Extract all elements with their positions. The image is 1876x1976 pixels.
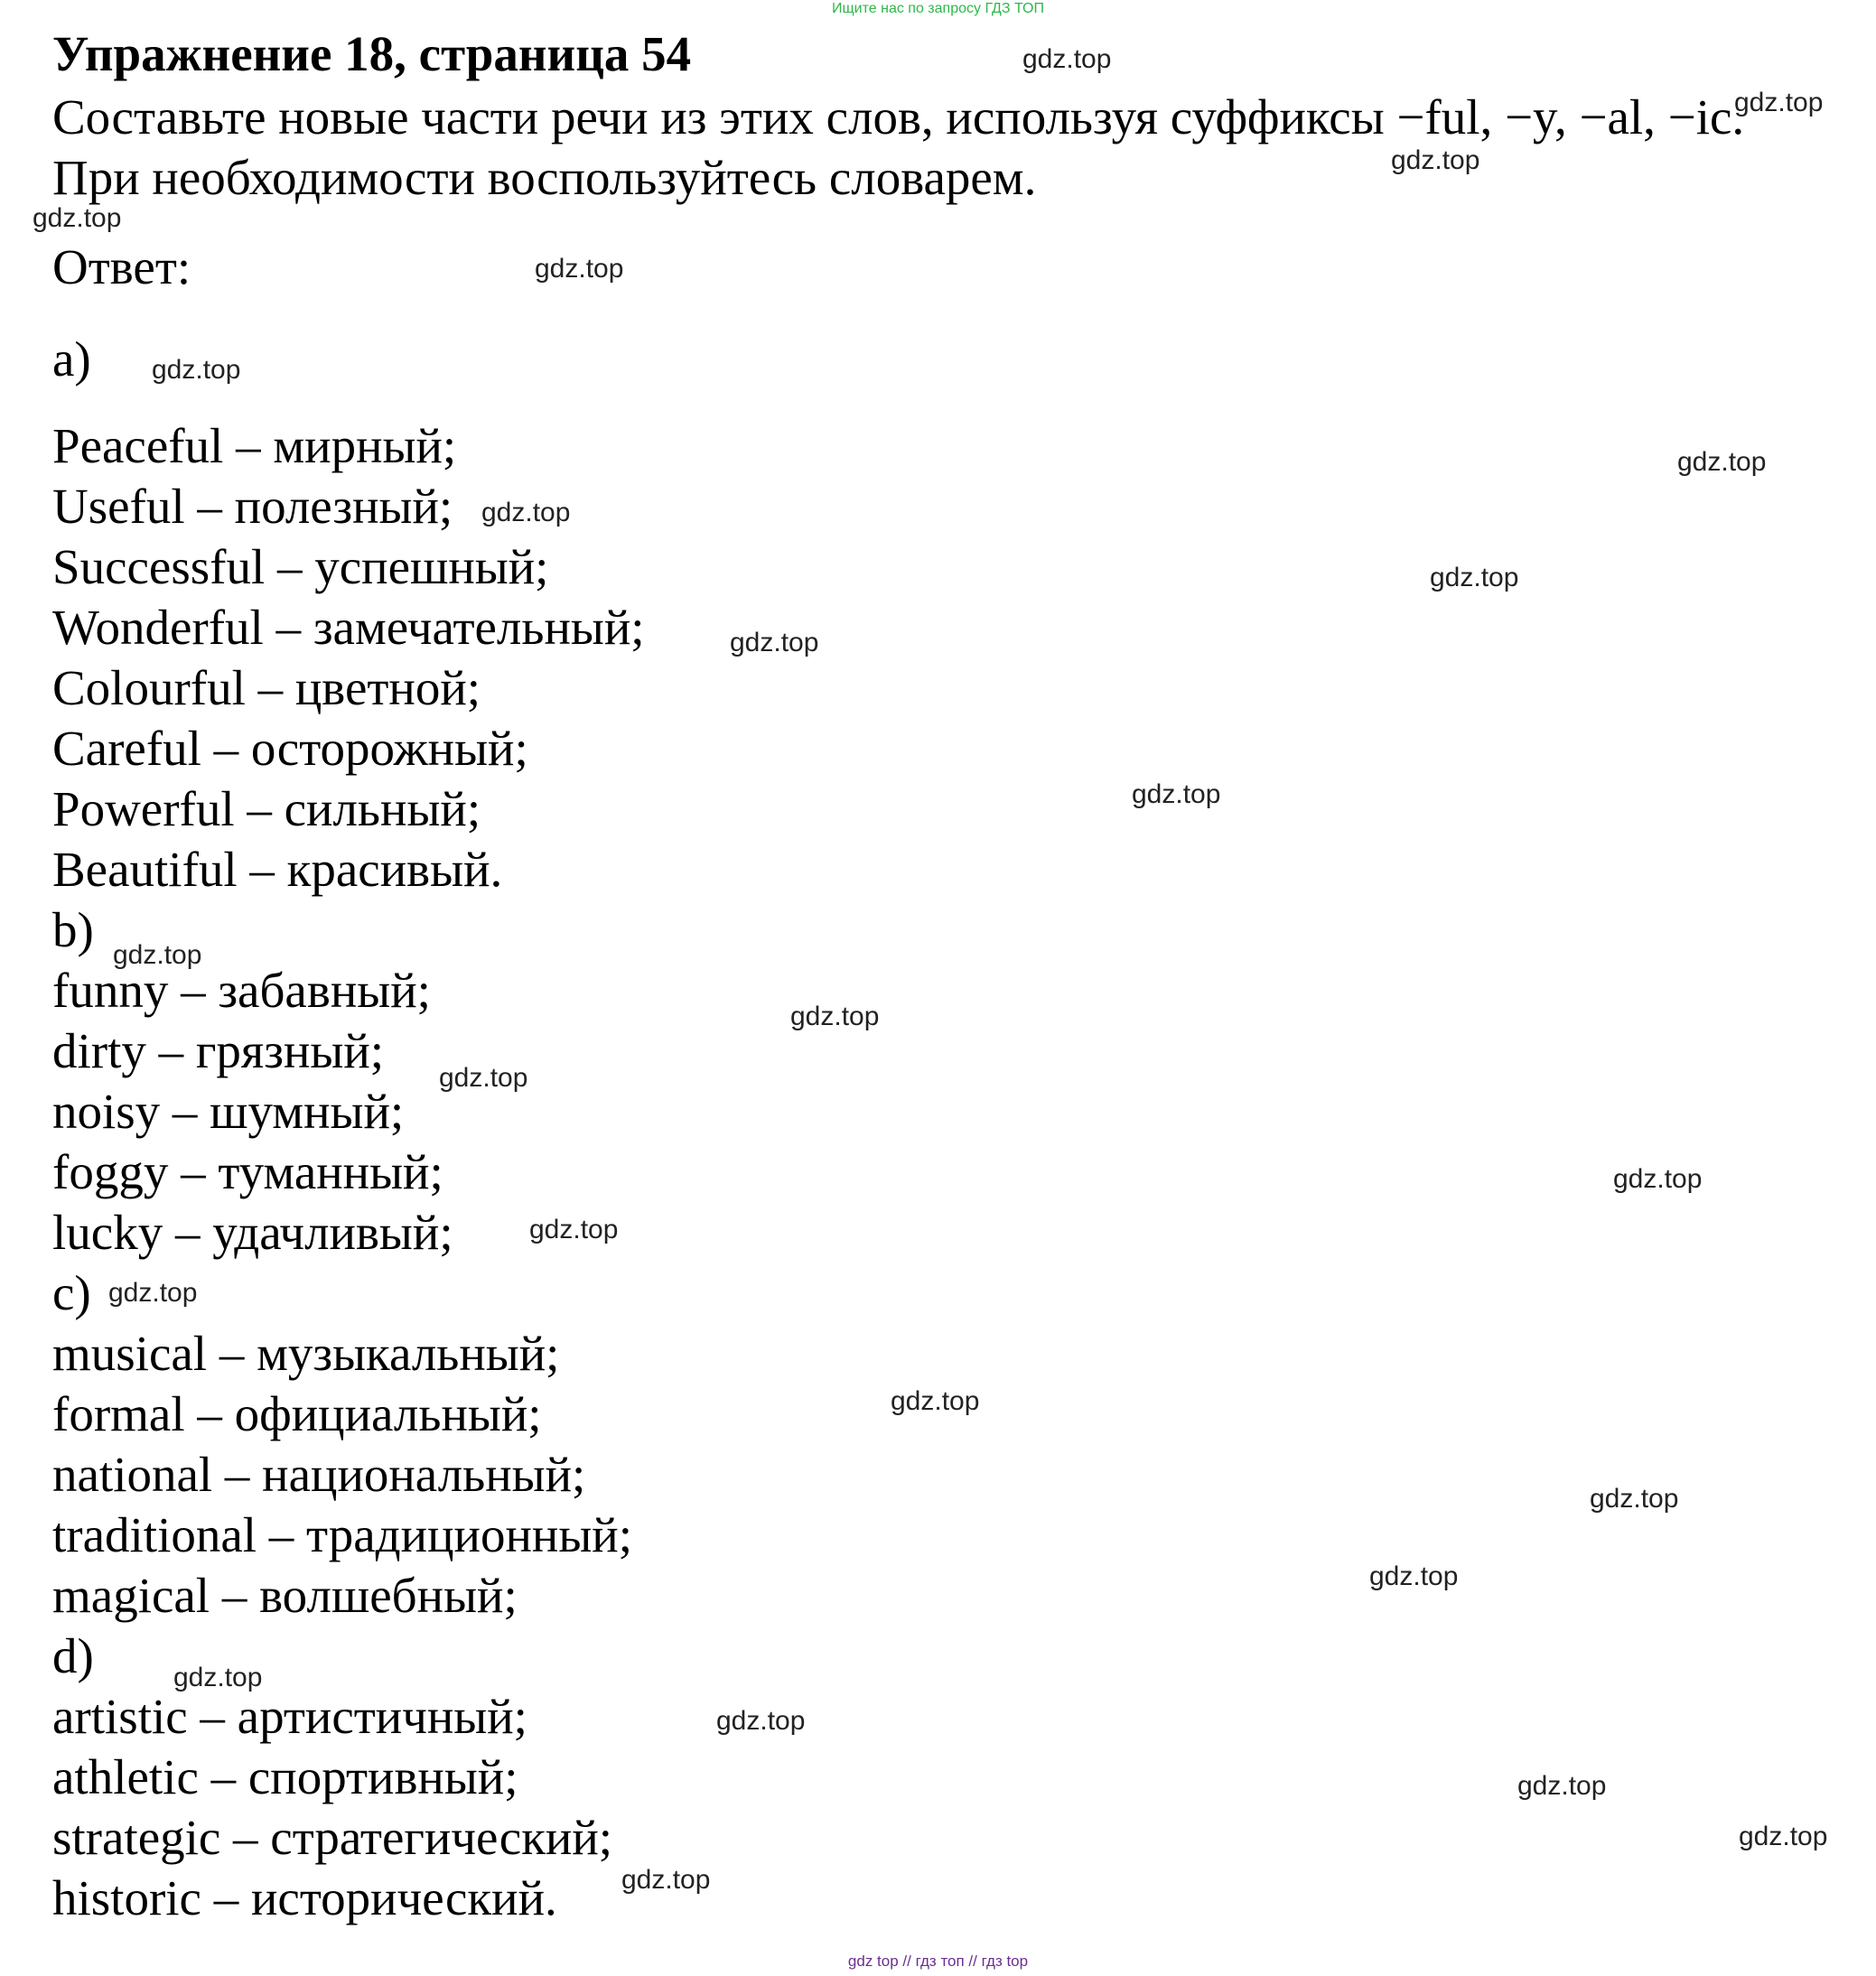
list-item: foggy – туманный; xyxy=(52,1144,443,1199)
task-text: Составьте новые части речи из этих слов, используя суффиксы −ful, −y, −al, −ic. При необходимости воспользуйтесь словарем. xyxy=(52,89,1745,205)
watermark: gdz.top xyxy=(529,1215,619,1244)
watermark: gdz.top xyxy=(891,1386,980,1416)
list-item: Wonderful – замечательный; xyxy=(52,600,645,655)
list-item: national – национальный; xyxy=(52,1447,586,1502)
watermark: gdz.top xyxy=(1430,563,1519,592)
list-item: Peaceful – мирный; xyxy=(52,418,457,473)
list-item: traditional – традиционный; xyxy=(52,1507,632,1562)
list-item: athletic – спортивный; xyxy=(52,1749,518,1804)
watermark: gdz.top xyxy=(152,355,241,385)
list-item: musical – музыкальный; xyxy=(52,1326,560,1381)
watermark: gdz.top xyxy=(535,254,624,284)
watermark: gdz.top xyxy=(439,1063,528,1093)
watermark: gdz.top xyxy=(1677,447,1767,477)
list-item: funny – забавный; xyxy=(52,963,431,1018)
list-item: formal – официальный; xyxy=(52,1386,542,1441)
watermark: gdz.top xyxy=(173,1663,263,1692)
list-item: Beautiful – красивый. xyxy=(52,842,503,897)
watermark: gdz.top xyxy=(1132,779,1221,809)
list-item: Colourful – цветной; xyxy=(52,660,481,715)
list-item: dirty – грязный; xyxy=(52,1023,385,1078)
watermark: gdz.top xyxy=(1391,145,1480,175)
watermark: gdz.top xyxy=(730,628,819,657)
list-item: lucky – удачливый; xyxy=(52,1205,453,1260)
list-item: strategic – стратегический; xyxy=(52,1810,613,1865)
watermark: gdz.top xyxy=(33,203,122,233)
answer-label: Ответ: xyxy=(52,239,191,294)
list-item: Useful – полезный; xyxy=(52,479,453,534)
watermark: gdz.top xyxy=(1590,1484,1679,1514)
watermark: gdz.top xyxy=(108,1278,198,1308)
watermark: gdz.top xyxy=(1022,44,1112,74)
watermark: gdz.top xyxy=(1734,88,1824,117)
watermark: gdz.top xyxy=(481,498,571,527)
watermark: gdz.top xyxy=(790,1002,880,1031)
header-note: Ищите нас по запросу ГДЗ ТОП xyxy=(832,1,1044,16)
list-item: magical – волшебный; xyxy=(52,1568,518,1623)
watermark: gdz.top xyxy=(1739,1822,1828,1851)
list-item: Powerful – сильный; xyxy=(52,781,481,836)
watermark: gdz.top xyxy=(1613,1164,1703,1194)
list-item: historic – исторический. xyxy=(52,1870,557,1925)
page-title: Упражнение 18, страница 54 xyxy=(52,26,692,81)
list-item: Successful – успешный; xyxy=(52,539,549,594)
watermark: gdz.top xyxy=(716,1706,806,1736)
watermark: gdz.top xyxy=(1369,1561,1459,1591)
watermark: gdz.top xyxy=(113,940,202,970)
footer-note: gdz top // гдз топ // гдз top xyxy=(847,1953,1029,1970)
section-a-label: a) xyxy=(52,331,91,387)
section-d-label: d) xyxy=(52,1628,94,1683)
list-item: artistic – артистичный; xyxy=(52,1689,527,1744)
watermark: gdz.top xyxy=(621,1865,711,1895)
watermark: gdz.top xyxy=(1517,1771,1607,1801)
list-item: Careful – осторожный; xyxy=(52,721,528,776)
section-b-label: b) xyxy=(52,902,94,957)
section-c-label: c) xyxy=(52,1265,91,1320)
list-item: noisy – шумный; xyxy=(52,1084,405,1139)
